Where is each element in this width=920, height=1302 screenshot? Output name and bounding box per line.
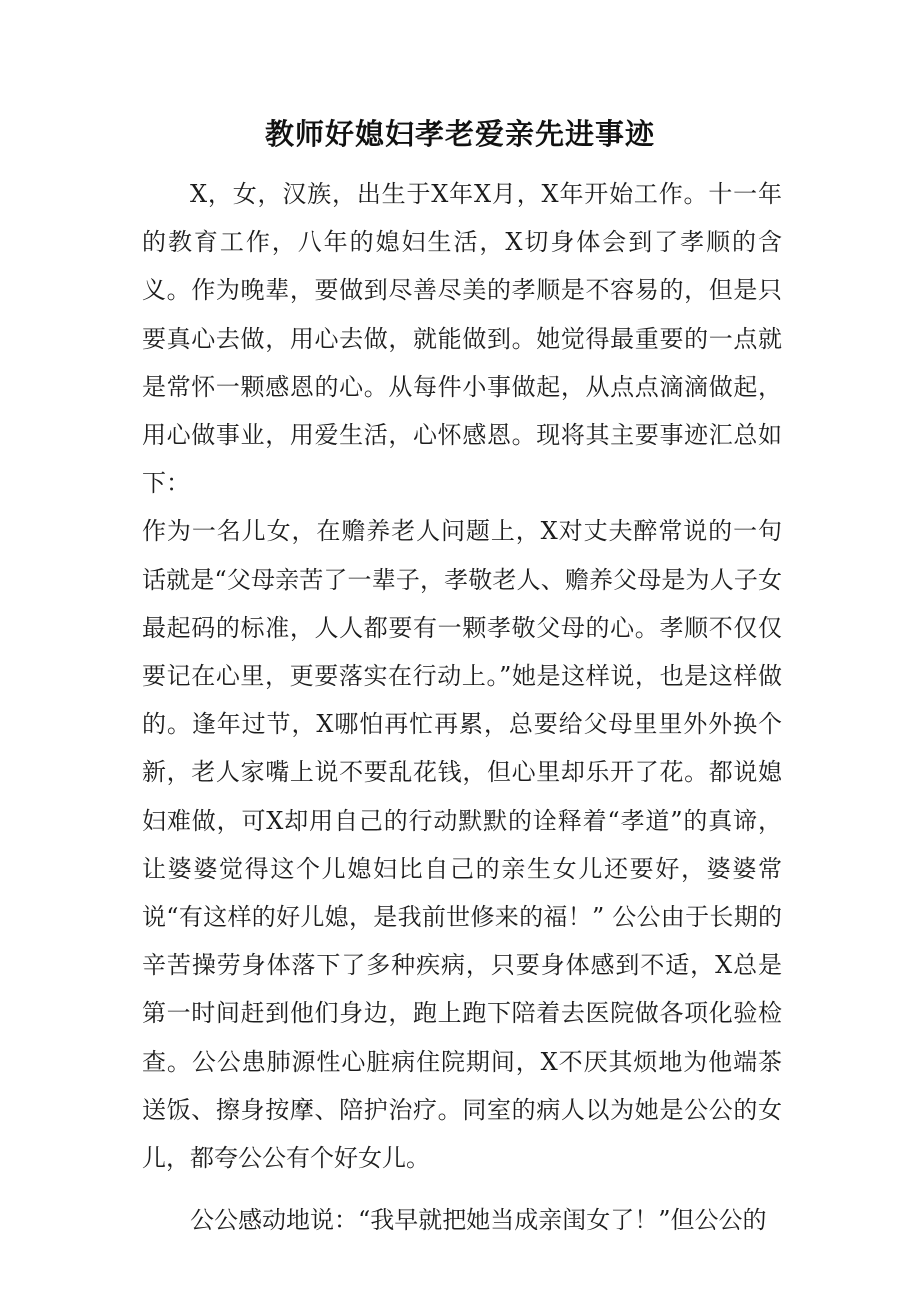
paragraph-intro: X，女，汉族，出生于X年X月，X年开始工作。十一年的教育工作，八年的媳妇生活，X切身体会到了孝顺的含义。作为晚辈，要做到尽善尽美的孝顺是不容易的，但是只要真心去做，用心去做，就能做到。她觉得最重要的一点就是常怀一颗感恩的心。从每件小事做起，从点点滴滴做起，用心做事业，用爱生活，心怀感恩。现将其主要事迹汇总如下： — [142, 180, 782, 498]
document-title: 教师好媳妇孝老爱亲先进事迹 — [264, 117, 655, 151]
document-body — [142, 170, 782, 1244]
paragraph-continuation: 公公感动地说：“我早就把她当成亲闺女了！”但公公的 — [190, 1206, 767, 1235]
paragraph-deeds: 作为一名儿女，在赡养老人问题上，X对丈夫醉常说的一句话就是“父母亲苦了一辈子，孝敬老人、赡养父母是为人子女最起码的标准，人人都要有一颗孝敬父母的心。孝顺不仅仅要记在心里，更要落实在行动上。”她是这样说，也是这样做的。逢年过节，X哪怕再忙再累，总要给父母里里外外换个新，老人家嘴上说不要乱花钱，但心里却乐开了花。都说媳妇难做，可X却用自己的行动默默的诠释着“孝道”的真谛，让婆婆觉得这个儿媳妇比自己的亲生女儿还要好，婆婆常说“有这样的好儿媳，是我前世修来的福！” 公公由于长期的辛苦操劳身体落下了多种疾病，只要身体感到不适，X总是第一时间赶到他们身边，跑上跑下陪着去医院做各项化验检查。公公患肺源性心脏病住院期间，X不厌其烦地为他端茶送饭、擦身按摩、陪护治疗。同室的病人以为她是公公的女儿，都夸公公有个好女儿。 — [142, 517, 782, 1173]
